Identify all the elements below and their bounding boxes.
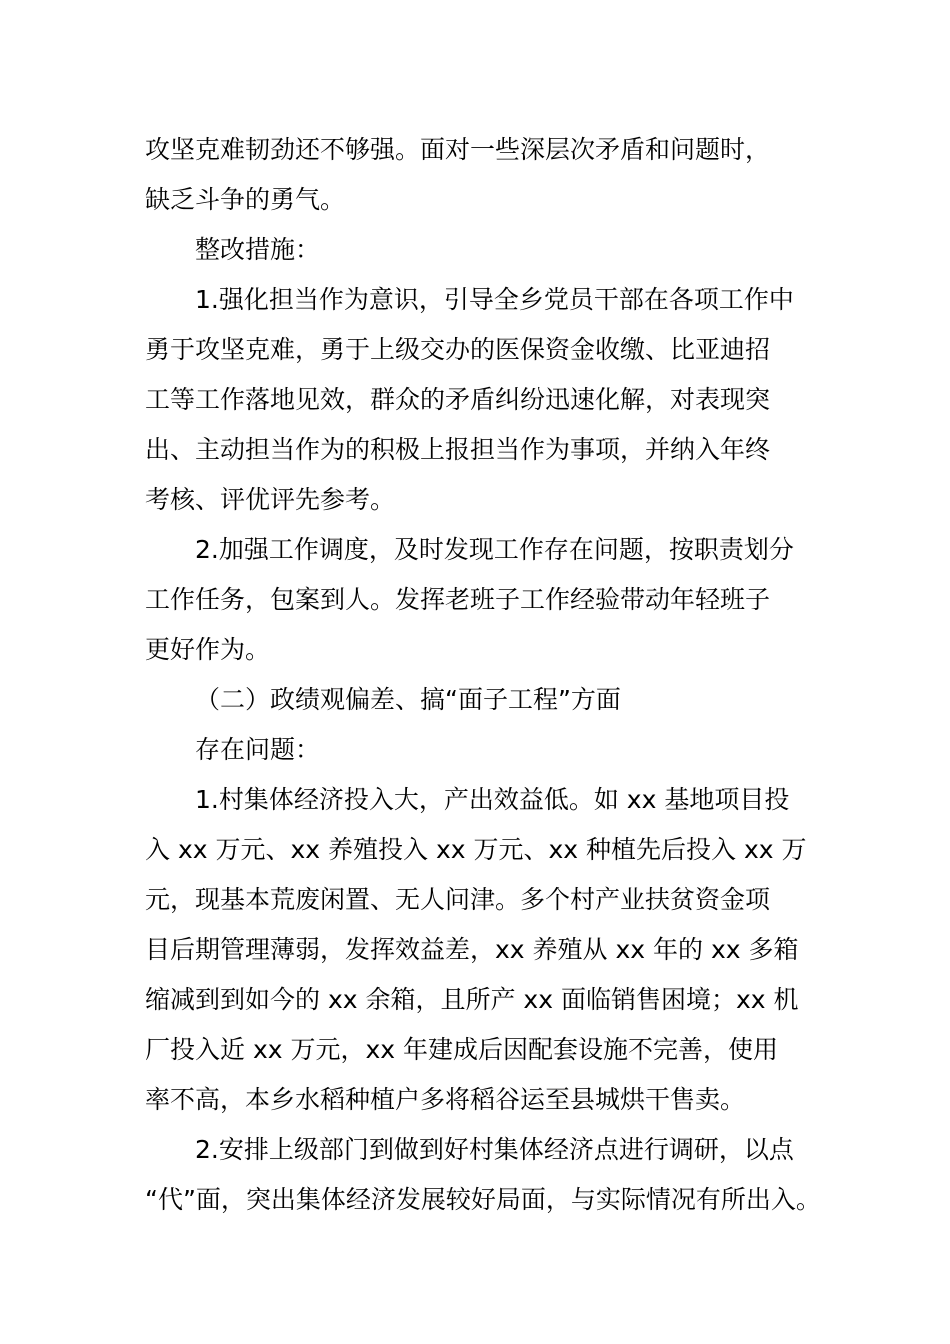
text-line: 厂投入近 xx 万元，xx 年建成后因配套设施不完善，使用 (145, 1035, 779, 1064)
text-line: 2.加强工作调度，及时发现工作存在问题，按职责划分 (195, 535, 794, 564)
text-line: 率不高，本乡水稻种植户多将稻谷运至县城烘干售卖。 (145, 1085, 746, 1114)
text-line: 缩减到到如今的 xx 余箱，且所产 xx 面临销售困境；xx 机 (145, 985, 799, 1014)
section-heading: （二）政绩观偏差、搞“面子工程”方面 (195, 685, 621, 714)
text-line: 入 xx 万元、xx 养殖投入 xx 万元、xx 种植先后投入 xx 万 (145, 835, 807, 864)
text-line: 攻坚克难韧劲还不够强。面对一些深层次矛盾和问题时， (145, 135, 771, 164)
text-line: 元，现基本荒废闲置、无人问津。多个村产业扶贫资金项 (145, 885, 771, 914)
text-line: 1.强化担当作为意识，引导全乡党员干部在各项工作中 (195, 285, 794, 314)
text-line: 考核、评优评先参考。 (145, 485, 396, 514)
text-line: 出、主动担当作为的积极上报担当作为事项，并纳入年终 (145, 435, 771, 464)
text-line: 更好作为。 (145, 635, 271, 664)
text-line: 缺乏斗争的勇气。 (145, 185, 346, 214)
section-label-problems: 存在问题： (195, 735, 321, 764)
text-line: 勇于攻坚克难，勇于上级交办的医保资金收缴、比亚迪招 (145, 335, 771, 364)
text-line: 工等工作落地见效，群众的矛盾纠纷迅速化解，对表现突 (145, 385, 771, 414)
text-line: 1.村集体经济投入大，产出效益低。如 xx 基地项目投 (195, 785, 790, 814)
section-label-rectification: 整改措施： (195, 235, 321, 264)
text-line: 目后期管理薄弱，发挥效益差，xx 养殖从 xx 年的 xx 多箱 (145, 935, 799, 964)
text-line: “代”面，突出集体经济发展较好局面，与实际情况有所出入。 (145, 1185, 821, 1214)
text-line: 2.安排上级部门到做到好村集体经济点进行调研，以点 (195, 1135, 794, 1164)
text-line: 工作任务，包案到人。发挥老班子工作经验带动年轻班子 (145, 585, 771, 614)
document-body (145, 125, 835, 1225)
